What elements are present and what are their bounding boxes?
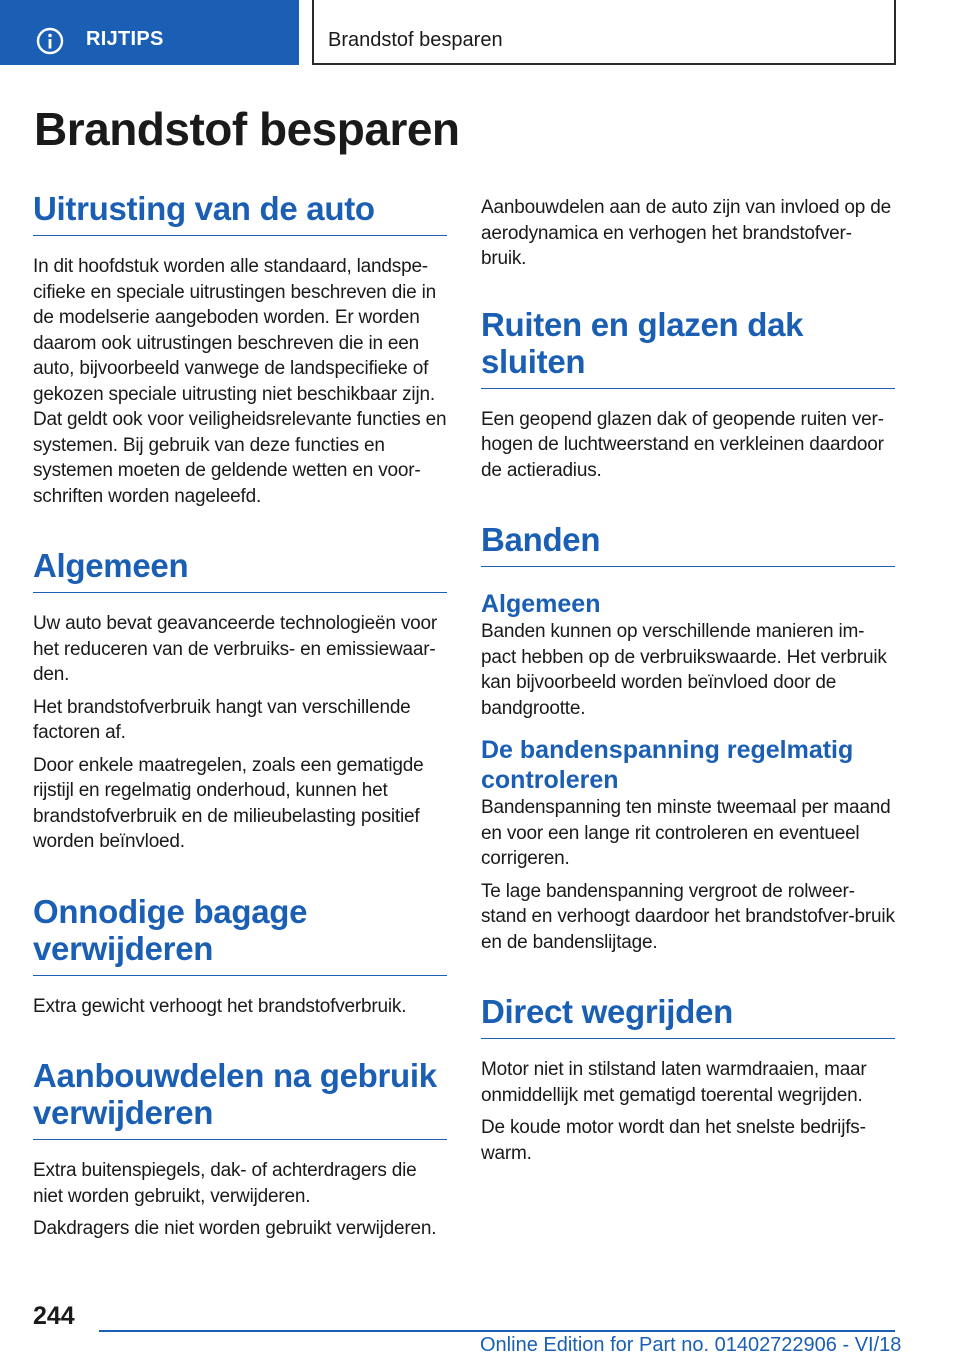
page-number: 244 xyxy=(33,1302,75,1330)
paragraph: Extra buitenspiegels, dak- of achterdragers die niet worden gebruikt, verwijderen. xyxy=(33,1160,417,1207)
header-title-box xyxy=(312,0,896,65)
right-column xyxy=(481,195,895,1166)
paragraph: Banden kunnen op verschillende manieren im-pact hebben op de verbruikswaarde. Het verbruik kan bijvoorbeeld worden beïnvloed door de bandgrootte. xyxy=(481,621,887,719)
heading-banden: Banden xyxy=(481,521,895,567)
paragraph: Het brandstofverbruik hangt van verschillende factoren af. xyxy=(33,696,411,743)
left-column xyxy=(33,190,447,1242)
header-section-label: RIJTIPS xyxy=(86,28,164,50)
paragraph: Extra gewicht verhoogt het brandstofverbruik. xyxy=(33,995,407,1017)
subheading-algemeen: Algemeen xyxy=(481,590,601,618)
heading-algemeen: Algemeen xyxy=(33,547,447,593)
heading-direct-wegrijden: Direct wegrijden xyxy=(481,993,895,1039)
header-title: Brandstof besparen xyxy=(328,29,503,51)
paragraph: Motor niet in stilstand laten warmdraaien, maar onmiddellijk met gematigd toerental wegrijden. xyxy=(481,1059,867,1106)
info-icon xyxy=(36,27,64,55)
subheading-bandenspanning: De bandenspanning regelmatig controleren xyxy=(481,736,854,794)
paragraph: Te lage bandenspanning vergroot de rolweer-stand en verhoogt daardoor het brandstofver-bruik en de bandenslijtage. xyxy=(481,880,895,953)
header-section-tab xyxy=(0,0,299,65)
paragraph: Door enkele maatregelen, zoals een gematigde rijstijl en regelmatig onderhoud, kunnen het brandstofverbruik en de milieubelasting positief worden beïnvloed. xyxy=(33,754,424,852)
paragraph: Een geopend glazen dak of geopende ruiten ver-hogen de luchtweerstand en verkleinen daardoor de actieradius. xyxy=(481,408,884,481)
paragraph: De koude motor wordt dan het snelste bedrijfs-warm. xyxy=(481,1117,866,1164)
heading-onnodige-bagage: Onnodige bagage verwijderen xyxy=(33,893,447,976)
paragraph: Aanbouwdelen aan de auto zijn van invloed op de aerodynamica en verhogen het brandstofver-bruik. xyxy=(481,197,891,269)
footer-edition: Online Edition for Part no. 01402722906 - VI/18 xyxy=(480,1334,902,1356)
paragraph: Uw auto bevat geavanceerde technologieën voor het reduceren van de verbruiks- en emissiewaar-den. xyxy=(33,613,438,685)
heading-uitrusting: Uitrusting van de auto xyxy=(33,190,447,236)
footer-divider xyxy=(99,1330,895,1332)
paragraph: Dakdragers die niet worden gebruikt verwijderen. xyxy=(33,1218,437,1239)
page-title: Brandstof besparen xyxy=(34,103,460,155)
paragraph: In dit hoofdstuk worden alle standaard, landspe-cifieke en speciale uitrustingen beschreven die in de modelserie aangeboden worden. Er worden daarom ook uitrustingen beschreven die in een auto, bijvoorbeeld vanwege de landspecifieke of gekozen speciale uitrusting niet beschikbaar zijn. Dat geldt ook voor veiligheidsrelevante functies en systemen. Bij gebruik van deze functies en systemen moeten de geldende wetten en voor-schriften worden nageleefd. xyxy=(33,256,447,507)
heading-aanbouwdelen: Aanbouwdelen na gebruik verwijderen xyxy=(33,1057,447,1140)
heading-ruiten: Ruiten en glazen dak sluiten xyxy=(481,306,895,389)
paragraph: Bandenspanning ten minste tweemaal per maand en voor een lange rit controleren en eventueel corrigeren. xyxy=(481,797,891,869)
